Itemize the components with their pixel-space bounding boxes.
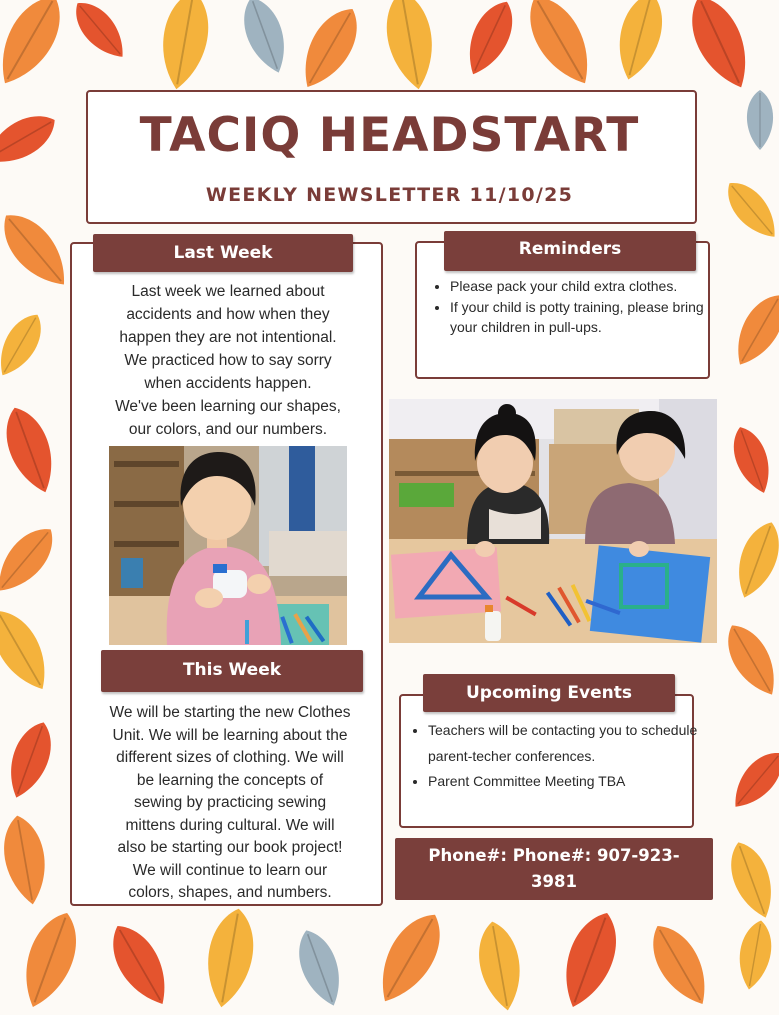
this-week-text bbox=[82, 702, 378, 905]
leaf-decoration bbox=[0, 518, 64, 602]
leaf-decoration bbox=[0, 0, 74, 94]
phone-banner bbox=[395, 838, 713, 900]
page-title: TACIQ HEADSTART bbox=[139, 108, 640, 163]
leaf-decoration bbox=[380, 0, 440, 93]
leaf-decoration bbox=[0, 203, 79, 297]
leaf-decoration bbox=[0, 401, 64, 499]
text-line: mittens during cultural. We will bbox=[125, 816, 335, 834]
text-line: Last week we learned about bbox=[131, 283, 325, 300]
text-line: Unit. We will be learning about the bbox=[112, 726, 348, 744]
text-line: colors, shapes, and numbers. bbox=[128, 884, 332, 901]
leaf-decoration bbox=[66, 0, 134, 67]
text-line: We will be starting the new Clothes bbox=[109, 704, 351, 721]
text-line: when accidents happen. bbox=[144, 375, 312, 392]
text-line: our colors, and our numbers. bbox=[128, 421, 328, 438]
leaf-decoration bbox=[0, 307, 51, 383]
text-line: We practiced how to say sorry bbox=[124, 352, 332, 369]
list-item: • Teachers will be contacting you to schedule parent-techer conferences. bbox=[428, 718, 708, 769]
leaf-decoration bbox=[728, 516, 779, 603]
list-item: • Parent Committee Meeting TBA bbox=[428, 769, 708, 795]
text-line: We've been learning our shapes, bbox=[115, 398, 341, 415]
child-gluing-photo bbox=[109, 446, 347, 645]
text-line: be learning the concepts of bbox=[136, 771, 324, 789]
leaf-decoration bbox=[155, 0, 215, 93]
leaf-decoration bbox=[235, 0, 295, 79]
upcoming-events-heading: Upcoming Events bbox=[423, 674, 675, 712]
text-line: happen they are not intentional. bbox=[119, 329, 337, 346]
reminders-heading: Reminders bbox=[444, 231, 696, 271]
newsletter-subtitle: WEEKLY NEWSLETTER 11/10/25 bbox=[205, 184, 574, 206]
leaf-decoration bbox=[516, 0, 604, 94]
leaf-decoration bbox=[725, 287, 779, 374]
leaf-decoration bbox=[457, 0, 522, 82]
text-line: sewing by practicing sewing bbox=[133, 794, 327, 811]
text-line: accidents and how when they bbox=[126, 306, 330, 323]
last-week-text bbox=[80, 280, 376, 441]
text-line: We will continue to learn our bbox=[132, 861, 328, 879]
leaf-decoration bbox=[722, 836, 779, 923]
leaf-decoration bbox=[0, 812, 52, 907]
leaf-decoration bbox=[679, 0, 761, 97]
leaf-decoration bbox=[0, 601, 59, 699]
leaf-decoration bbox=[609, 0, 670, 85]
this-week-heading: This Week bbox=[101, 650, 363, 692]
events-list bbox=[408, 718, 708, 795]
phone-line: Phone#: Phone#: 907-923- bbox=[428, 846, 680, 865]
children-shapes-photo bbox=[389, 399, 717, 643]
text-line: also be starting our book project! bbox=[117, 839, 343, 856]
leaf-decoration bbox=[724, 743, 779, 816]
list-item: • If your child is potty training, please bring your children in pull-ups. bbox=[450, 297, 712, 338]
last-week-heading: Last Week bbox=[93, 234, 353, 272]
reminders-list bbox=[430, 276, 712, 338]
text-line: different sizes of clothing. We will bbox=[116, 749, 344, 766]
phone-line: 3981 bbox=[531, 872, 577, 891]
list-item: • Please pack your child extra clothes. bbox=[450, 276, 712, 297]
